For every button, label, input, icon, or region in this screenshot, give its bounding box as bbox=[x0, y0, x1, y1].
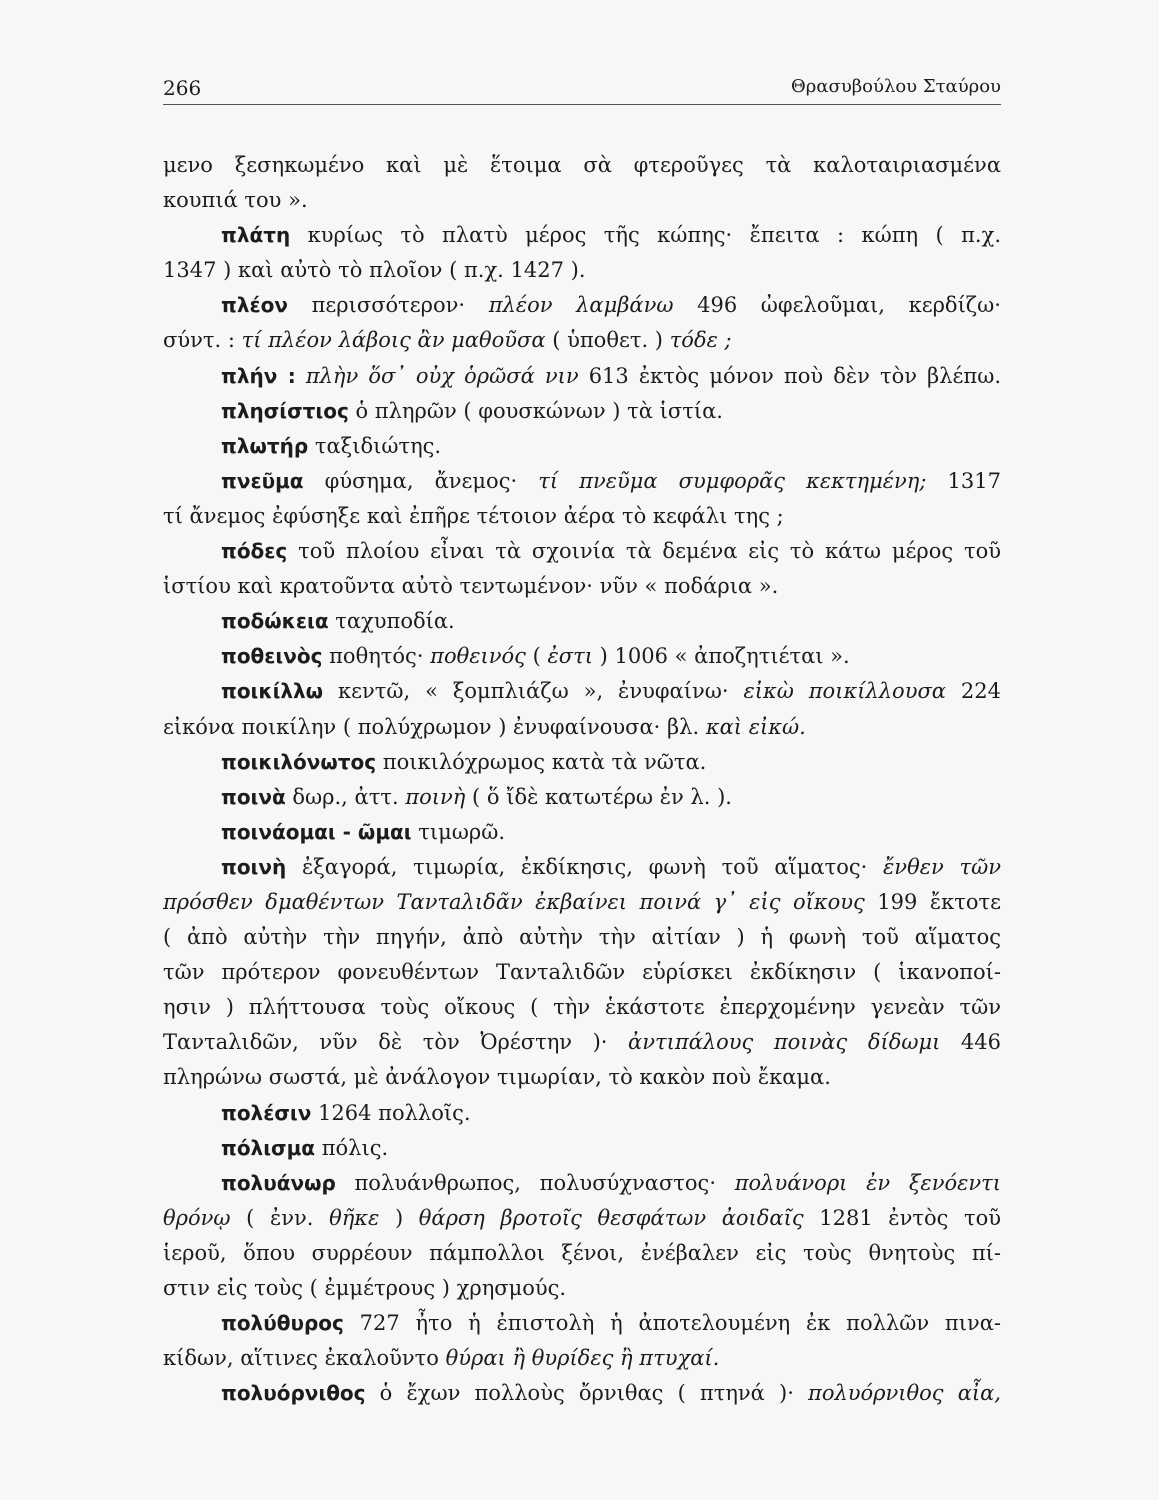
definition-text: φύσημα, ἄνεμος· bbox=[303, 468, 539, 493]
text-line bbox=[163, 569, 1001, 604]
text-line bbox=[163, 394, 1001, 429]
headword: πλέον bbox=[221, 293, 288, 318]
text-line bbox=[163, 674, 1001, 709]
definition-text: 613 ἐκτὸς μόνον ποὺ δὲν τὸν βλέπω. bbox=[578, 363, 1001, 388]
headword: πλωτήρ bbox=[221, 433, 309, 458]
headword: ποινὴ bbox=[221, 854, 287, 879]
definition-text: 446 bbox=[940, 1030, 1001, 1055]
page-number: 266 bbox=[163, 76, 202, 100]
definition-text: εἰκόνα ποικίλην ( πολύχρωμον ) ἐνυφαίνουσα· βλ. bbox=[163, 714, 706, 739]
headword: πόδες bbox=[221, 539, 288, 564]
text-line bbox=[163, 1201, 1001, 1236]
text-line bbox=[163, 1025, 1001, 1060]
definition-text: κεντῶ, « ξομπλιάζω », ἐνυφαίνω· bbox=[323, 679, 744, 704]
definition-text: τιμωρῶ. bbox=[411, 819, 506, 844]
definition-text: ἱστίου καὶ κρατοῦντα αὐτὸ τεντωμένον· νῦν « ποδάρια ». bbox=[163, 574, 779, 599]
text-line bbox=[163, 253, 1001, 288]
headword: ποινάομαι - ῶμαι bbox=[221, 819, 412, 844]
text-line bbox=[163, 815, 1001, 850]
text-line bbox=[163, 639, 1001, 674]
headword: ποθεινὸς bbox=[221, 644, 323, 669]
definition-text: ποθητός· bbox=[322, 644, 431, 669]
headword: πλήν : bbox=[221, 363, 296, 388]
definition-text bbox=[296, 364, 306, 388]
headword: πλησίστιος bbox=[221, 398, 349, 423]
definition-text: περισσότερον· bbox=[287, 293, 489, 318]
text-line bbox=[163, 920, 1001, 955]
headword: πνεῦμα bbox=[221, 468, 304, 493]
text-line bbox=[163, 955, 1001, 990]
headword: πλάτη bbox=[221, 223, 291, 248]
text-line bbox=[163, 1131, 1001, 1166]
headword: πολύθυρος bbox=[221, 1311, 344, 1336]
quotation: ἔνθεν τῶν bbox=[883, 854, 1001, 879]
definition-text: ἱεροῦ, ὅπου συρρέουν πάμπολλοι ξένοι, ἐνέβαλεν εἰς τοὺς θνητοὺς πί- bbox=[163, 1240, 1001, 1265]
definition-text: 1281 ἐντὸς τοῦ bbox=[803, 1205, 1002, 1230]
text-line bbox=[163, 1060, 1001, 1095]
page-header bbox=[163, 74, 1001, 105]
text-line bbox=[163, 780, 1001, 815]
text-line bbox=[163, 429, 1001, 464]
definition-text: τοῦ πλοίου εἶναι τὰ σχοινία τὰ δεμένα εἰς τὸ κάτω μέρος τοῦ bbox=[287, 539, 1001, 564]
definition-text: ( ὑποθετ. ) bbox=[545, 328, 670, 353]
definition-text: στιν εἰς τοὺς ( ἐμμέτρους ) χρησμούς. bbox=[163, 1276, 567, 1300]
text-line bbox=[163, 1236, 1001, 1271]
headword: ποικιλόνωτος bbox=[221, 749, 377, 774]
quotation: ἐστι bbox=[547, 644, 593, 669]
definition-text: τί ἄνεμος ἐφύσηξε καὶ ἐπῆρε τέτοιον ἀέρα τὸ κεφάλι της ; bbox=[163, 503, 784, 528]
definition-text: πληρώνω σωστά, μὲ ἀνάλογον τιμωρίαν, τὸ κακὸν ποὺ ἔκαμα. bbox=[163, 1065, 831, 1090]
definition-text: ταξιδιώτης. bbox=[308, 433, 442, 458]
definition-text: ) 1006 « ἀποζητιέται ». bbox=[592, 644, 850, 669]
definition-text: τῶν πρότερον φονευθέντων Ταντaλιδῶν εὑρίσκει ἐκδίκησιν ( ἱκανοποί- bbox=[163, 960, 1001, 985]
text-line bbox=[163, 499, 1001, 534]
text-line bbox=[163, 885, 1001, 920]
definition-text: 1347 ) καὶ αὐτὸ τὸ πλοῖον ( π.χ. 1427 ). bbox=[163, 258, 586, 283]
quotation: πλὴν ὅσ᾽ οὐχ ὁρῶσά νιν bbox=[305, 363, 579, 388]
text-line bbox=[163, 850, 1001, 885]
definition-text: ( ἀπὸ αὐτὴν τὴν πηγήν, ἀπὸ αὐτὴν τὴν αἰτίαν ) ἡ φωνὴ τοῦ αἵματος bbox=[163, 925, 1001, 950]
text-line bbox=[163, 745, 1001, 780]
definition-text: 199 ἔκτοτε bbox=[864, 889, 1001, 914]
definition-text: ταχυποδία. bbox=[328, 609, 455, 634]
quotation: καὶ εἰκώ. bbox=[705, 714, 806, 739]
definition-text: ( ὅ ἴδὲ κατωτέρω ἐν λ. ). bbox=[465, 784, 732, 809]
definition-text: 224 bbox=[946, 679, 1001, 704]
definition-text: ησιν ) πλήττουσα τοὺς οἴκους ( τὴν ἑκάστοτε ἐπερχομένην γενεὰν τῶν bbox=[163, 995, 1001, 1020]
quotation: τί πλέον λάβοις ἂν μαθοῦσα bbox=[241, 328, 546, 353]
definition-text: κουπιά του ». bbox=[163, 188, 308, 213]
text-line bbox=[163, 1271, 1001, 1306]
quotation: τόδε ; bbox=[669, 328, 732, 353]
definition-text: Ταντaλιδῶν, νῦν δὲ τὸν Ὀρέστην )· bbox=[163, 1030, 629, 1055]
definition-text: ( bbox=[525, 644, 548, 669]
text-line bbox=[163, 1306, 1001, 1341]
text-line bbox=[163, 1341, 1001, 1376]
text-line bbox=[163, 710, 1001, 745]
quotation: πρόσθεν δμαθέντων Ταντaλιδᾶν ἐκβαίνει ποινά γ᾽ εἰς οἴκους bbox=[163, 889, 865, 914]
quotation: εἰκὼ ποικίλλουσα bbox=[743, 679, 946, 704]
quotation: πλέον λαμβάνω bbox=[488, 293, 674, 318]
text-line bbox=[163, 1166, 1001, 1201]
definition-text: ποικιλόχρωμος κατὰ τὰ νῶτα. bbox=[376, 749, 707, 774]
headword: πολυάνωρ bbox=[221, 1170, 336, 1195]
text-line bbox=[163, 148, 1001, 183]
headword: πόλισμα bbox=[221, 1135, 316, 1160]
definition-text: κίδων, αἵτινες ἐκαλοῦντο bbox=[163, 1346, 446, 1371]
text-line bbox=[163, 288, 1001, 323]
text-line bbox=[163, 323, 1001, 358]
headword: ποινὰ bbox=[221, 784, 286, 809]
definition-text: ( ἐνν. bbox=[230, 1205, 330, 1230]
text-line bbox=[163, 534, 1001, 569]
quotation: θῆκε bbox=[329, 1205, 380, 1230]
definition-text: κυρίως τὸ πλατὺ μέρος τῆς κώπης· ἔπειτα : κώπη ( π.χ. bbox=[290, 223, 1001, 248]
text-line bbox=[163, 1096, 1001, 1131]
text-line bbox=[163, 604, 1001, 639]
definition-text: 727 ἦτο ἡ ἐπιστολὴ ἡ ἀποτελουμένη ἐκ πολλῶν πινα- bbox=[343, 1311, 1001, 1336]
text-line bbox=[163, 359, 1001, 394]
quotation: πολυόρνιθος αἶα, bbox=[808, 1381, 1001, 1406]
definition-text: δωρ., ἀττ. bbox=[285, 784, 406, 809]
definition-text: ὁ ἔχων πολλοὺς ὄρνιθας ( πτηνά )· bbox=[365, 1381, 809, 1406]
quotation: θύραι ἢ θυρίδες ἢ πτυχαί. bbox=[445, 1346, 720, 1371]
quotation: ποινὴ bbox=[405, 784, 466, 809]
running-title: Θρασυβούλου Σταύρου bbox=[791, 76, 1001, 97]
headword: πολυόρνιθος bbox=[221, 1381, 366, 1406]
text-line bbox=[163, 1376, 1001, 1411]
text-line bbox=[163, 990, 1001, 1025]
headword: πολέσιν bbox=[221, 1100, 312, 1125]
quotation: θάρση βροτοῖς θεσφάτων ἀοιδαῖς bbox=[418, 1205, 804, 1230]
text-line bbox=[163, 218, 1001, 253]
quotation: θρόνῳ bbox=[163, 1205, 231, 1230]
definition-text: πολυάνθρωπος, πολυσύχναστος· bbox=[335, 1170, 735, 1195]
definition-text: 1317 bbox=[926, 468, 1001, 493]
definition-text: πόλις. bbox=[315, 1135, 389, 1160]
definition-text: μενο ξεσηκωμένο καὶ μὲ ἕτοιμα σὰ φτεροῦγες τὰ καλοταιριασμένα bbox=[163, 153, 1001, 177]
definition-text: ) bbox=[379, 1205, 419, 1230]
quotation: ποθεινός bbox=[430, 644, 526, 669]
quotation: πολυάνορι ἐν ξενόεντι bbox=[734, 1170, 1001, 1195]
definition-text: ἐξαγορά, τιμωρία, ἐκδίκησις, φωνὴ τοῦ αἵματος· bbox=[286, 854, 884, 879]
definition-text: σύντ. : bbox=[163, 328, 242, 353]
headword: ποδώκεια bbox=[221, 609, 329, 634]
headword: ποικίλλω bbox=[221, 679, 324, 704]
text-line bbox=[163, 183, 1001, 218]
quotation: ἀντιπάλους ποινὰς δίδωμι bbox=[628, 1030, 941, 1055]
definition-text: 1264 πολλοῖς. bbox=[311, 1100, 471, 1125]
text-line bbox=[163, 464, 1001, 499]
definition-text: 496 ὠφελοῦμαι, κερδίζω· bbox=[673, 293, 1001, 318]
glossary-body bbox=[163, 148, 1001, 1411]
definition-text: ὁ πληρῶν ( φουσκώνων ) τὰ ἱστία. bbox=[348, 398, 723, 423]
quotation: τί πνεῦμα συμφορᾶς κεκτημένη; bbox=[538, 468, 927, 493]
